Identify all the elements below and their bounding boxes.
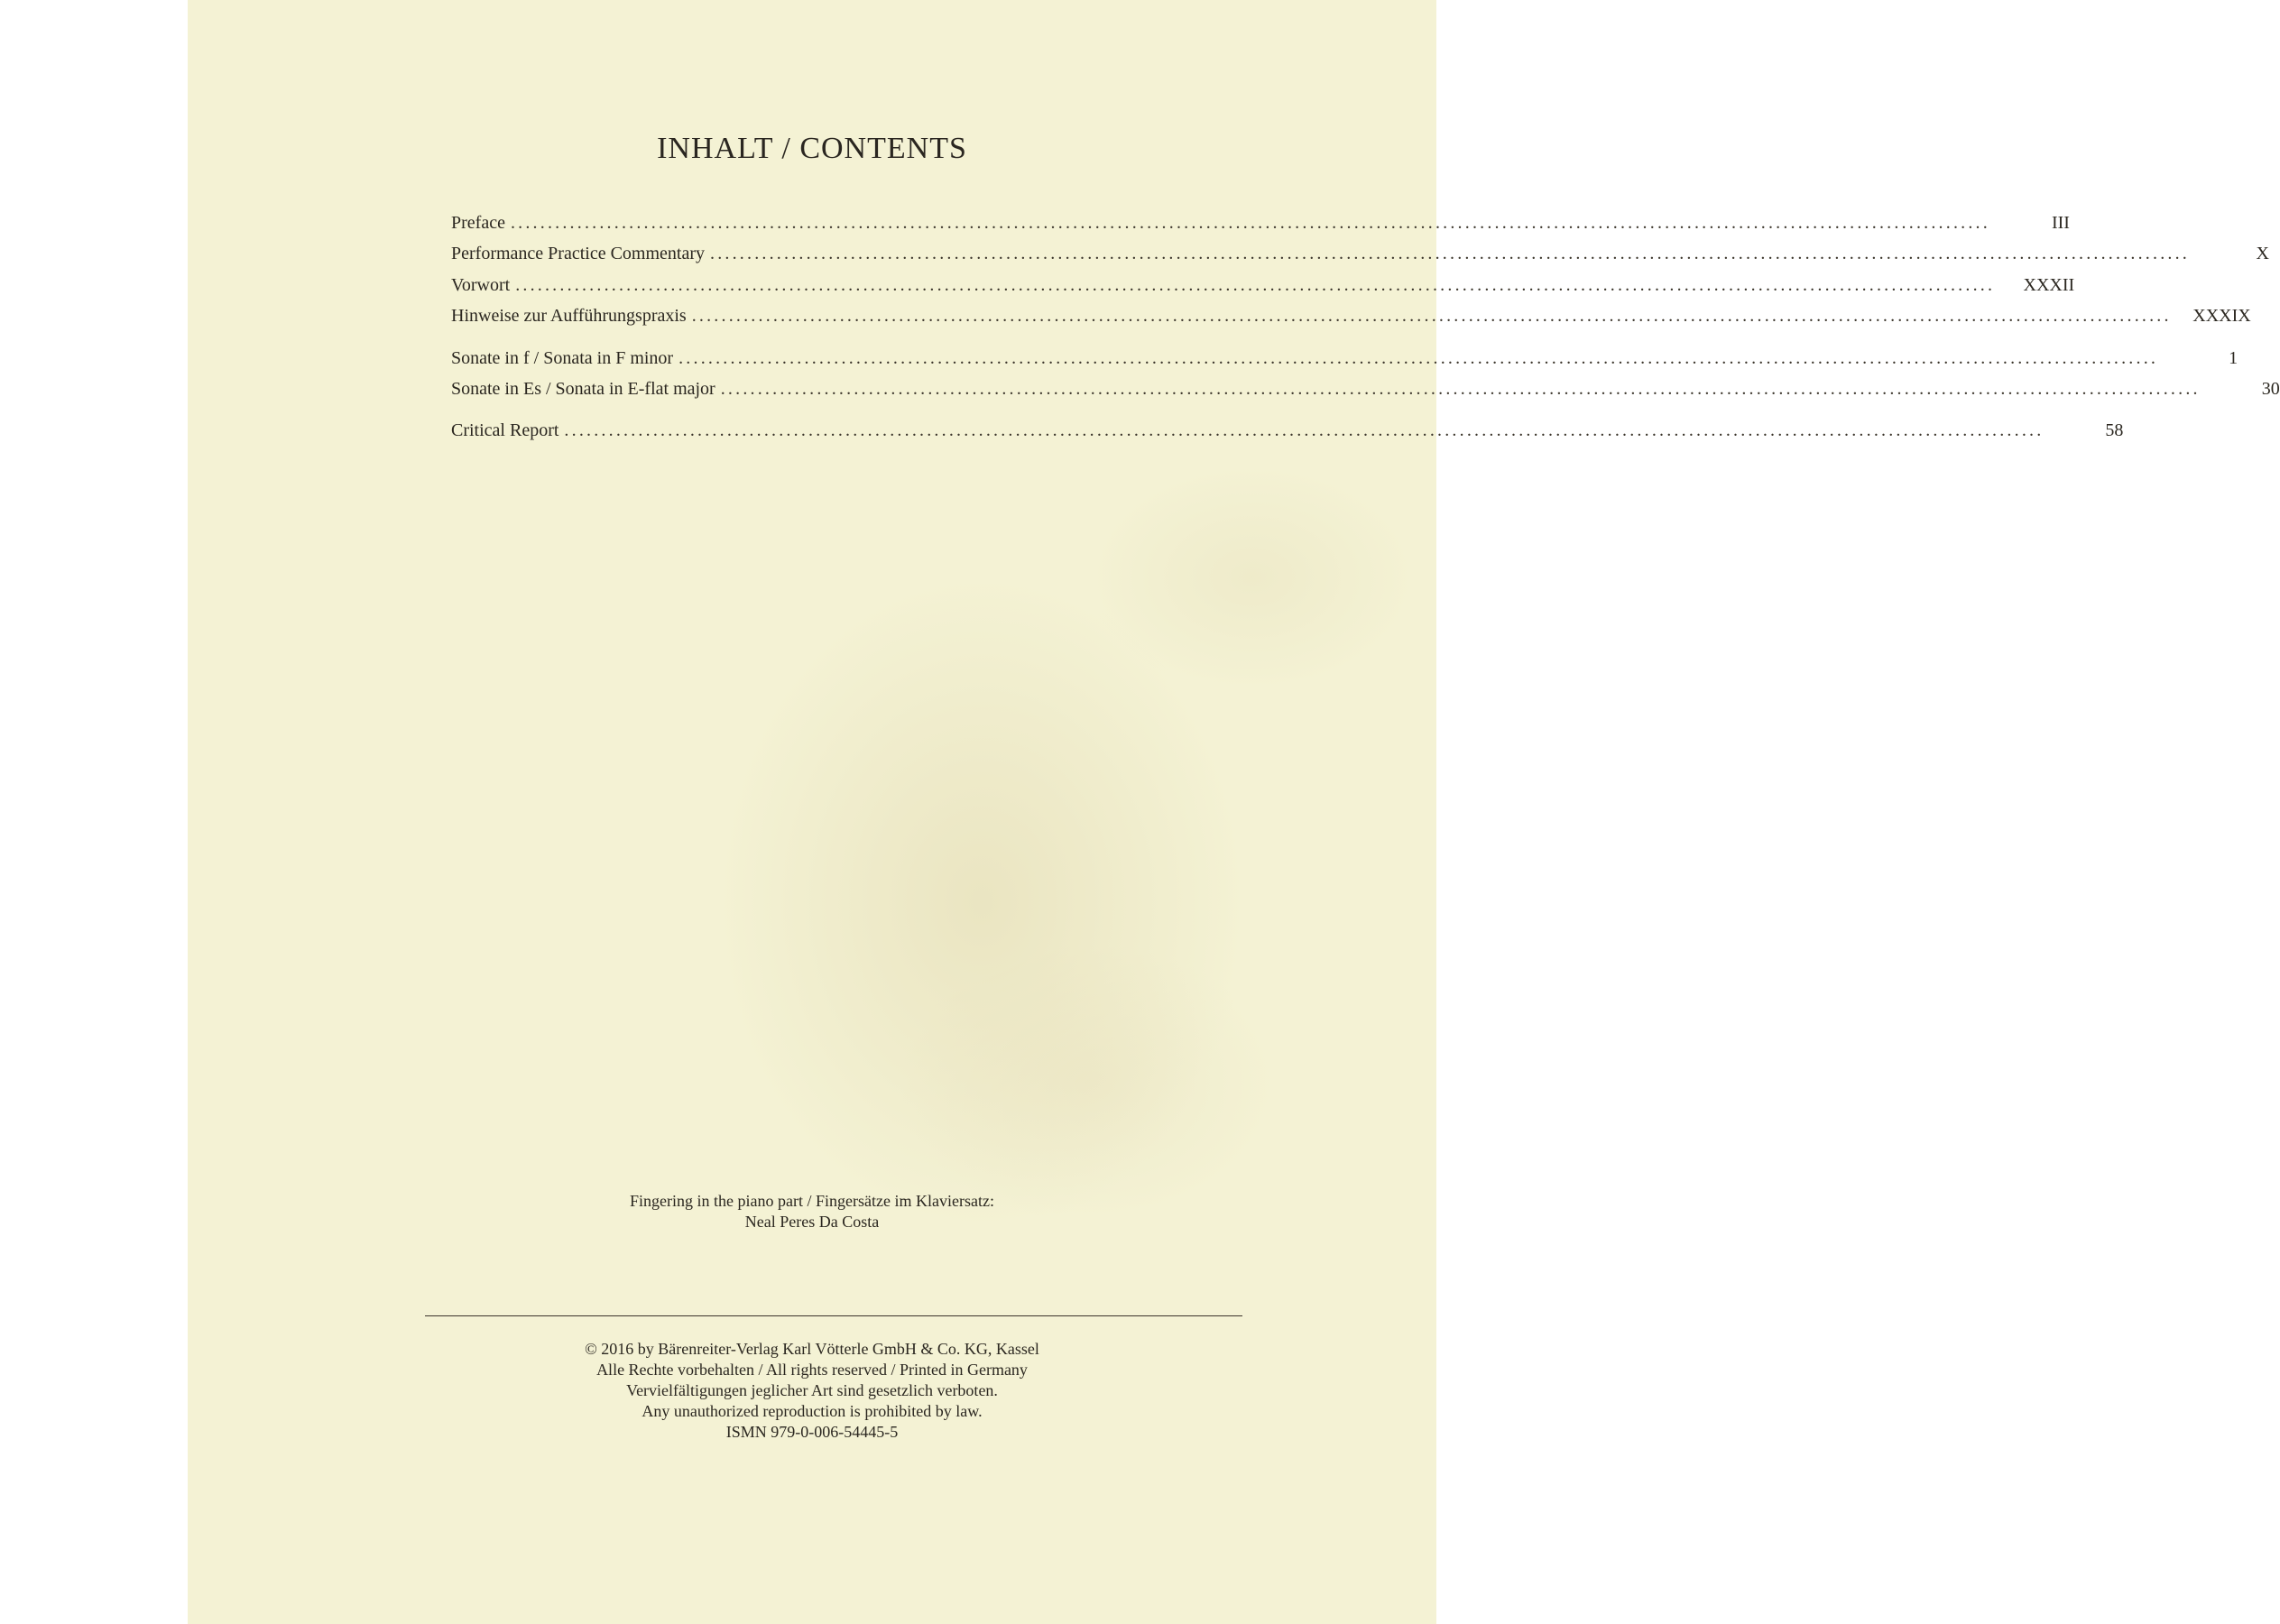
toc-entry-page: 58 xyxy=(2105,420,2124,440)
fingering-credit xyxy=(188,1191,1436,1232)
toc-entry-label: Performance Practice Commentary xyxy=(451,244,705,263)
toc-leader-dots: ........................................................................................................................................................................................................ xyxy=(720,379,2201,399)
toc-entry-vorwort[interactable] xyxy=(451,272,2075,299)
divider-rule xyxy=(425,1315,1242,1316)
copyright-imprint xyxy=(188,1339,1436,1443)
page-title: INHALT / CONTENTS xyxy=(657,132,967,165)
fingering-credit-name: Neal Peres Da Costa xyxy=(744,1213,880,1231)
imprint-ismn-line: ISMN 979-0-006-54445-5 xyxy=(725,1423,899,1441)
fingering-credit-line: Fingering in the piano part / Fingersätze im Klaviersatz: xyxy=(630,1192,994,1210)
toc-entry-label: Critical Report xyxy=(451,420,559,440)
toc-entry-sonata-e-flat-major[interactable] xyxy=(451,375,2280,402)
toc-leader-dots: ........................................................................................................................................................................................................ xyxy=(515,275,1996,295)
document-page xyxy=(188,0,2280,1624)
toc-leader-dots: ........................................................................................................................................................................................................ xyxy=(691,306,2172,326)
imprint-reproduction-en-line: Any unauthorized reproduction is prohibited by law. xyxy=(642,1402,983,1420)
toc-entry-label: Hinweise zur Aufführungspraxis xyxy=(451,306,687,326)
toc-entry-preface[interactable] xyxy=(451,209,2070,236)
imprint-rights-line: Alle Rechte vorbehalten / All rights reserved / Printed in Germany xyxy=(596,1361,1028,1379)
toc-entry-hinweise[interactable] xyxy=(451,302,2251,329)
toc-leader-dots: ........................................................................................................................................................................................................ xyxy=(710,244,2190,263)
imprint-copyright-line: © 2016 by Bärenreiter-Verlag Karl Vötterle GmbH & Co. KG, Kassel xyxy=(585,1340,1039,1358)
imprint-reproduction-de-line: Vervielfältigungen jeglicher Art sind gesetzlich verboten. xyxy=(626,1381,998,1399)
toc-entry-page: XXXII xyxy=(2023,275,2075,295)
toc-entry-page: III xyxy=(2051,213,2070,233)
toc-entry-performance-practice[interactable] xyxy=(451,240,2269,267)
toc-entry-label: Vorwort xyxy=(451,275,511,295)
toc-entry-page: 1 xyxy=(2229,348,2238,368)
toc-entry-sonata-f-minor[interactable] xyxy=(451,345,2238,372)
toc-entry-page: X xyxy=(2256,244,2269,263)
toc-entry-critical-report[interactable] xyxy=(451,417,2124,444)
toc-entry-label: Sonate in f / Sonata in F minor xyxy=(451,348,674,368)
toc-entry-page: 30 xyxy=(2261,379,2280,399)
toc-entry-label: Preface xyxy=(451,213,505,233)
toc-entry-page: XXXIX xyxy=(2192,306,2251,326)
toc-leader-dots: ........................................................................................................................................................................................................ xyxy=(564,420,2045,440)
toc-entry-label: Sonate in Es / Sonata in E-flat major xyxy=(451,379,715,399)
toc-leader-dots: ........................................................................................................................................................................................................ xyxy=(678,348,2159,368)
toc-leader-dots: ........................................................................................................................................................................................................ xyxy=(510,213,1990,233)
